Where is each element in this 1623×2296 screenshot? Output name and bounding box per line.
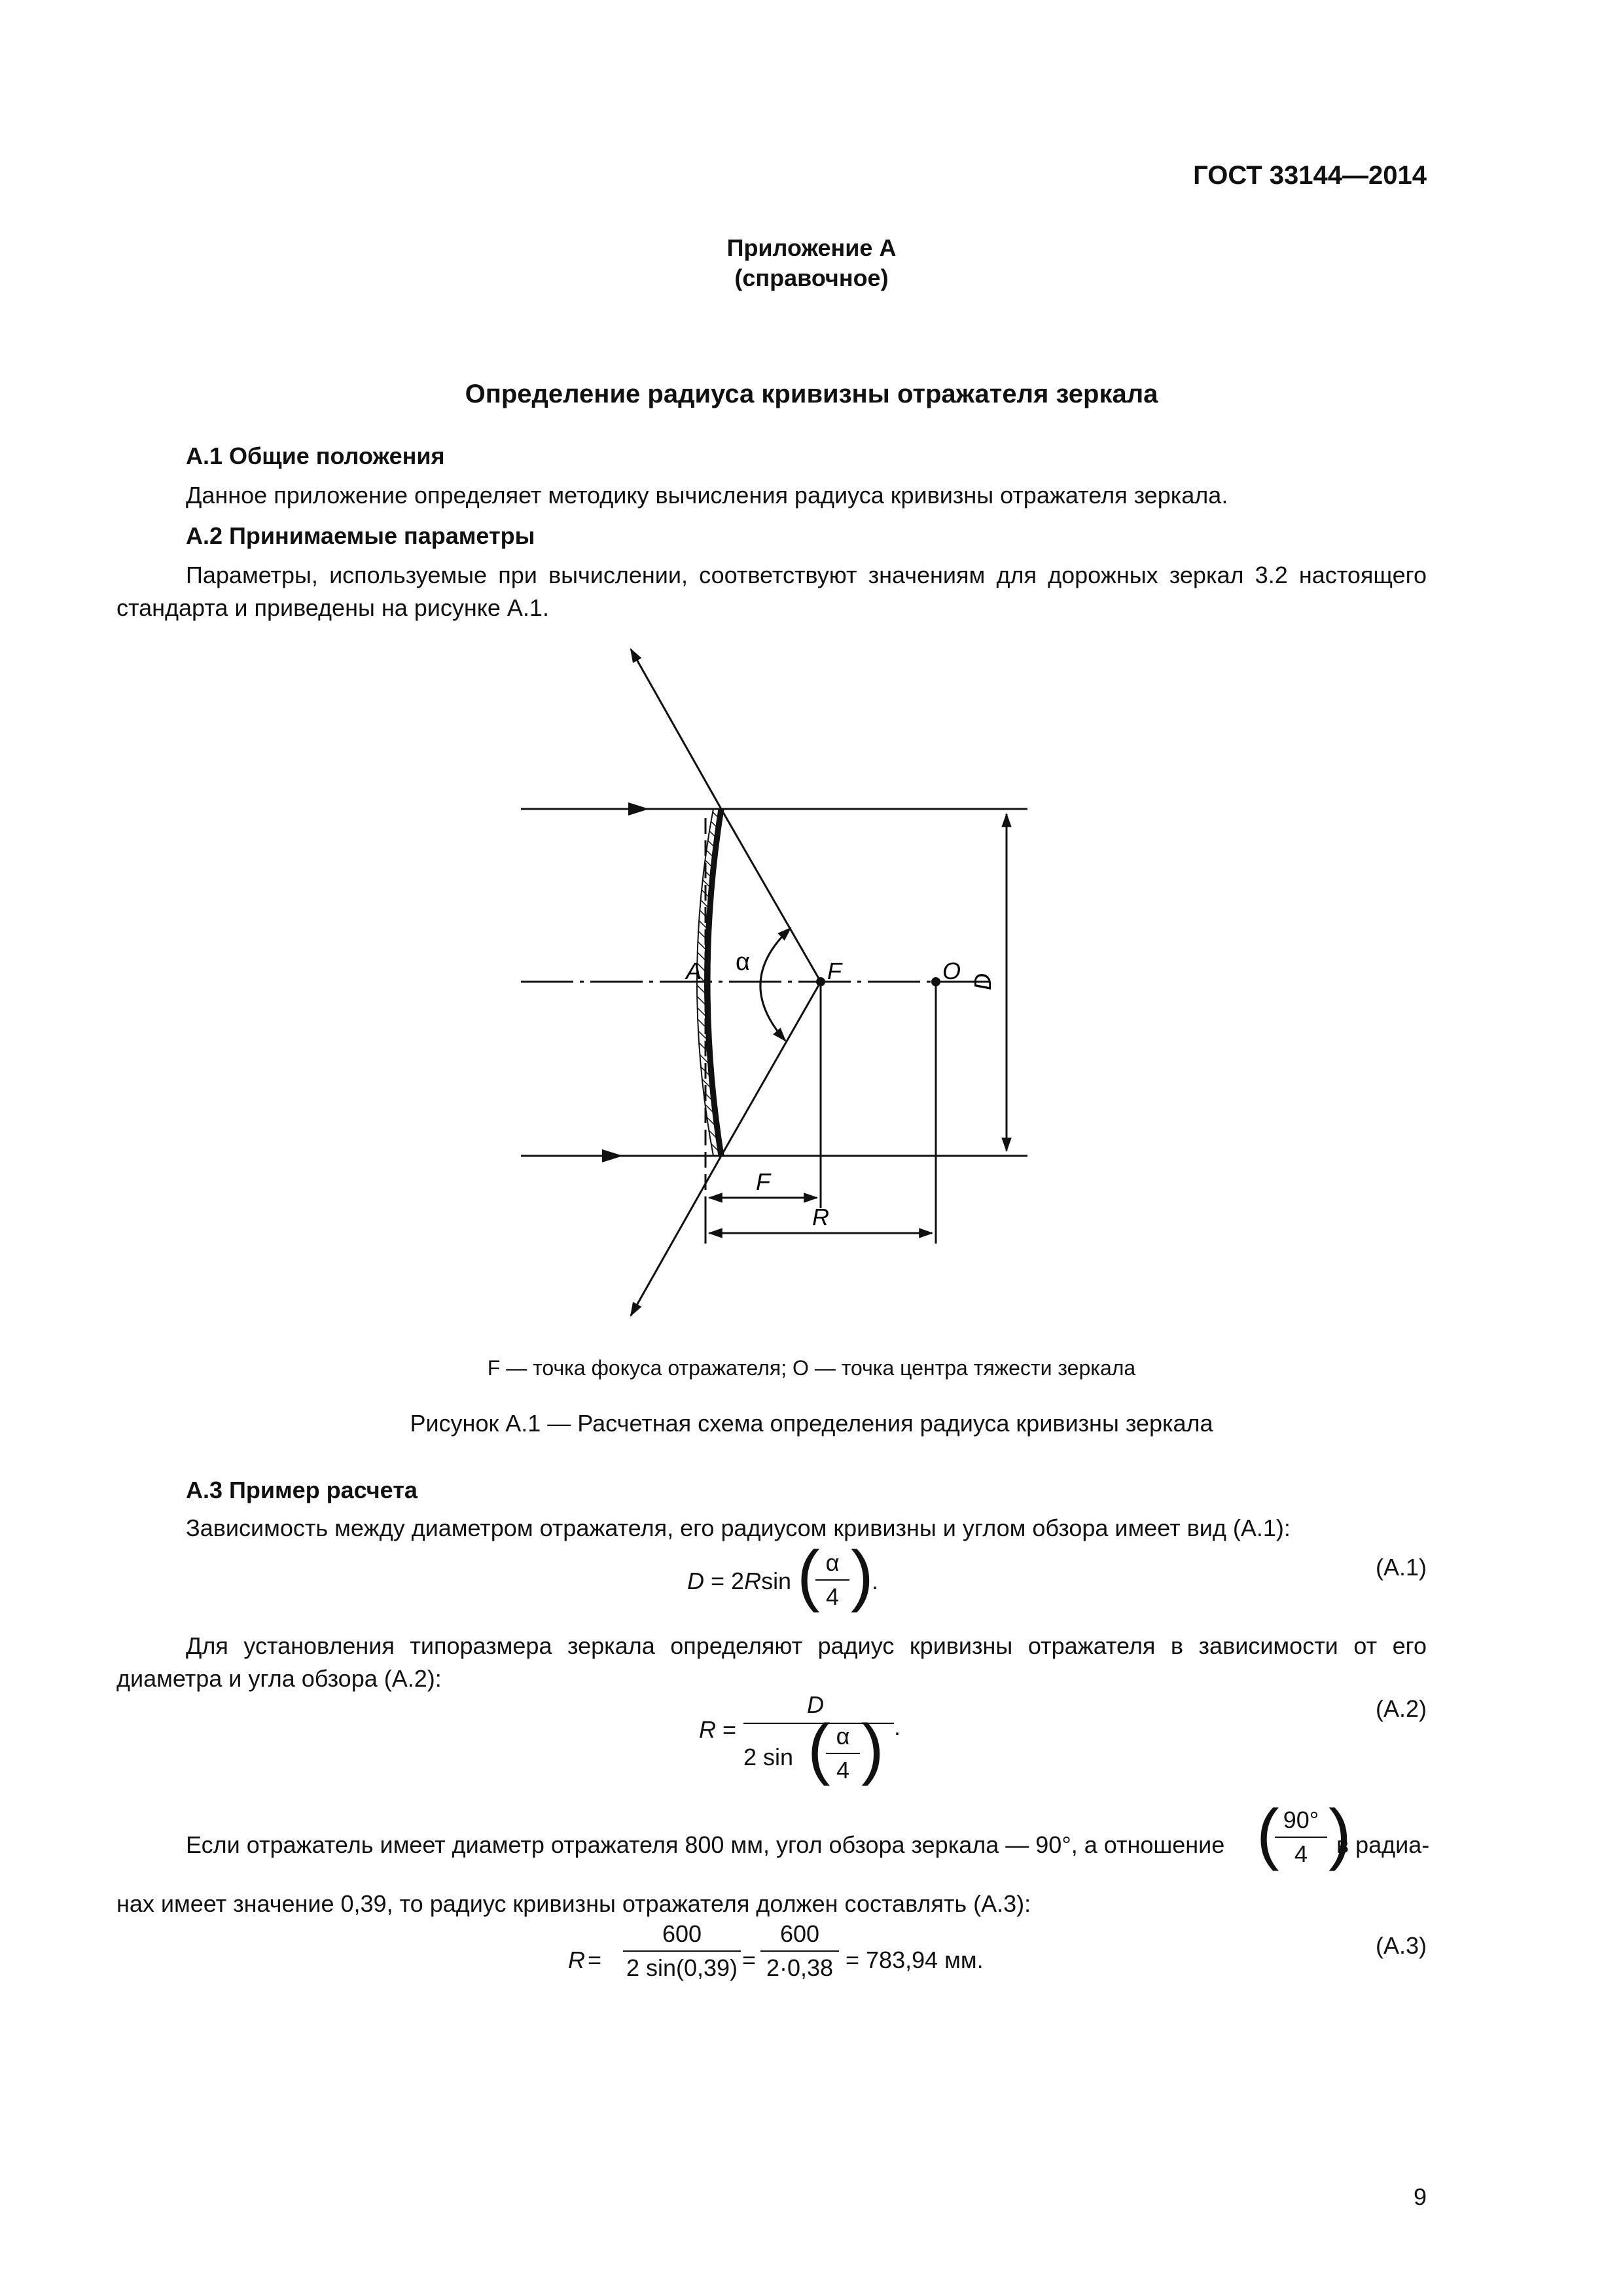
eq-a3-result: = 783,94 мм. — [846, 1946, 984, 1973]
section-a3-text4: нах имеет значение 0,39, то радиус кривизны отражателя должен составлять (А.3): — [116, 1890, 1031, 1917]
eq-a3-num2: 600 — [760, 1920, 839, 1952]
label-f-dim: F — [756, 1168, 770, 1195]
eq-a1-number: (А.1) — [1375, 1554, 1427, 1581]
eq-a1-paren-left: ( — [797, 1537, 820, 1613]
eq-a3-den1: 2 sin(0,39) — [626, 1954, 738, 1981]
section-a3-text2 — [116, 1630, 1427, 1695]
eq-a1-paren-right: ) — [851, 1537, 874, 1613]
equation-a2 — [699, 1691, 901, 1793]
eq-a2-paren-left: ( — [808, 1711, 830, 1787]
figure-caption: Рисунок А.1 — Расчетная схема определения радиуса кривизны зеркала — [410, 1410, 1213, 1437]
inline-paren-right: ) — [1329, 1796, 1351, 1872]
section-a3-text3a: Если отражатель имеет диаметр отражателя 800 мм, угол обзора зеркала — 90°, а отношение — [186, 1831, 1225, 1858]
eq-a2-den-prefix: 2 sin — [743, 1744, 794, 1770]
annex-subtitle: (справочное) — [734, 264, 889, 291]
eq-a2-den-den: 4 — [836, 1757, 850, 1784]
eq-a2-den-num: α — [826, 1723, 860, 1754]
section-a2-text-content: Параметры, используемые при вычислении, соответствуют значениям для дорожных зеркал 3.2 настоящего стандарта и приведены на рисунке А.1. — [116, 562, 1427, 621]
eq-a1-den: 4 — [825, 1583, 840, 1610]
ray-to-focus-bottom — [721, 982, 821, 1156]
eq-a2-number: (А.2) — [1375, 1695, 1427, 1722]
label-f: F — [827, 958, 842, 984]
eq-a2-tail: . — [894, 1713, 901, 1740]
ray-arrow-top — [628, 802, 649, 816]
standard-number: ГОСТ 33144—2014 — [1193, 161, 1427, 190]
eq-a3-fraction1 — [623, 1920, 741, 1982]
section-a1-heading: А.1 Общие положения — [186, 442, 445, 469]
inline-paren-left: ( — [1257, 1796, 1279, 1872]
eq-a3-eq2: = — [742, 1946, 757, 1973]
section-a3-text2-content: Для установления типоразмера зеркала определяют радиус кривизны отражателя в зависимости от его диаметра и угла обзора (А.2): — [116, 1632, 1427, 1692]
figure-legend: F — точка фокуса отражателя; О — точка центра тяжести зеркала — [487, 1356, 1136, 1380]
eq-a2-paren-right: ) — [861, 1711, 884, 1787]
eq-a3-lhs: R — [568, 1946, 585, 1973]
label-o: O — [942, 958, 961, 984]
section-a1-text: Данное приложение определяет методику вычисления радиуса кривизны отражателя зеркала. — [186, 482, 1228, 509]
eq-a1-fraction — [815, 1549, 849, 1611]
angle-alpha-arc — [760, 928, 791, 1041]
eq-a1-tail: . — [872, 1568, 879, 1594]
eq-a1-r: R — [744, 1568, 762, 1594]
eq-a1-num: α — [815, 1549, 849, 1581]
eq-a2-eq: = — [716, 1716, 737, 1743]
eq-a3-number: (А.3) — [1375, 1932, 1427, 1959]
section-a3-heading: А.3 Пример расчета — [186, 1477, 418, 1503]
eq-a3-num1: 600 — [623, 1920, 741, 1952]
inline-fraction — [1275, 1806, 1327, 1868]
eq-a2-inner-fraction — [826, 1723, 860, 1784]
eq-a1-eq: = 2 — [704, 1568, 745, 1594]
page-number: 9 — [1413, 2183, 1427, 2210]
inline-num: 90° — [1275, 1806, 1327, 1838]
outgoing-ray-top — [631, 649, 721, 809]
eq-a2-num: D — [807, 1691, 824, 1718]
inline-den: 4 — [1294, 1840, 1308, 1867]
label-d: D — [969, 973, 996, 990]
section-a3-text3b: в радиа- — [1336, 1831, 1430, 1858]
main-title: Определение радиуса кривизны отражателя зеркала — [465, 380, 1158, 408]
eq-a3-eq1: = — [588, 1946, 602, 1973]
label-alpha: α — [736, 948, 750, 976]
eq-a1-lhs: D — [687, 1568, 704, 1594]
eq-a3-den2: 2·0,38 — [766, 1954, 834, 1981]
label-a: A — [686, 958, 702, 984]
eq-a1-sin: sin — [761, 1568, 792, 1594]
eq-a3-fraction2 — [760, 1920, 839, 1982]
annex-title: Приложение А — [726, 234, 897, 261]
section-a3-text1: Зависимость между диаметром отражателя, его радиусом кривизны и углом обзора имеет вид (А.1): — [186, 1515, 1291, 1541]
eq-a2-lhs: R — [699, 1716, 716, 1743]
equation-a3 — [568, 1920, 1026, 1996]
ray-arrow-bottom — [602, 1149, 623, 1162]
section-a2-heading: А.2 Принимаемые параметры — [186, 522, 535, 549]
outgoing-ray-bottom — [631, 1156, 721, 1316]
label-r-dim: R — [812, 1204, 829, 1230]
